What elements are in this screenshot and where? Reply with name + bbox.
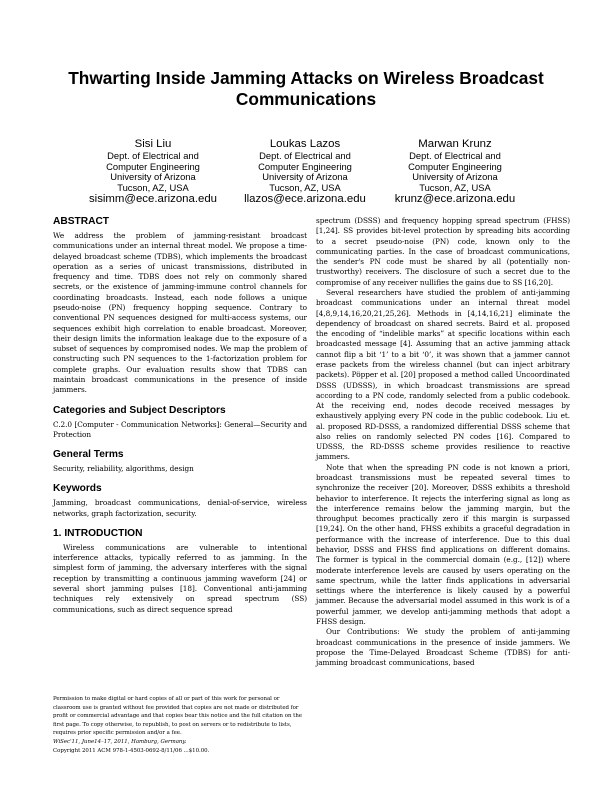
categories-heading: Categories and Subject Descriptors [53,404,226,416]
author-2 [220,138,390,206]
author-dept: Computer Engineering [106,160,200,172]
author-city: Tucson, AZ, USA [269,181,341,193]
body-paragraph: Note that when the spreading PN code is not known a priori, broadcast transmissions must be repeated several times to synchronize the receiver [20]. Moreover, DSSS exhibits a threshold behavior to interference. It rejects the interfering signal as long as the interference remains below the jamming margin, but the throughput becomes practically zero if this margin is surpassed [19,24]. On the other hand, FHSS exhibits a graceful degradation in performance with the increase of interference. Due to this dual behavior, DSSS and FHSS find applications on different domains. The former is typical in the commercial domain (e.g., [12]) where moderate interference levels are caused by users operating on the same spectrum, while the latter finds applications in adversarial settings where the interference is likely caused by a powerful jammer. Because the adversarial model assumed in this work is of a powerful jammer, we develop anti-jamming methods that adopt a FHSS design. [316,462,570,626]
keywords-heading: Keywords [53,483,102,495]
author-univ: University of Arizona [412,171,498,183]
body-paragraph: Our Contributions: We study the problem of anti-jamming broadcast communications in the presence of inside jammers. We propose the Time-Delayed Broadcast Scheme (TDBS) for anti-jamming broadcast communications, based [316,627,570,668]
permission-notice: Permission to make digital or hard copies of all or part of this work for personal or classroom use is granted without fee provided that copies are not made or distributed for profit or commercial advantage and that copies bear this notice and the full citation on the first page. To copy otherwise, to republish, to post on servers or to redistribute to lists, requires prior specific permission and/or a fee. [53,696,302,737]
author-dept: Dept. of Electrical and [409,150,501,161]
author-univ: University of Arizona [110,171,196,183]
author-dept: Dept. of Electrical and [259,150,351,161]
intro-text: Wireless communications are vulnerable to intentional interference attacks, typically referred to as jamming. In the simplest form of jamming, the adversary interferes with the signal reception by transmitting a continuous jamming waveform [24] or several short jamming pulses [18]. Conventional anti-jamming techniques rely extensively on spread spectrum (SS) communications, such as direct sequence spread [53,542,307,614]
general-terms-heading: General Terms [53,449,124,461]
author-name: Sisi Liu [134,138,172,150]
author-name: Loukas Lazos [269,138,341,150]
left-column [53,216,307,615]
paper-title: Thwarting Inside Jamming Attacks on Wireless Broadcast Communications [68,68,544,109]
body-paragraph: spectrum (DSSS) and frequency hopping spread spectrum (FHSS) [1,24]. SS provides bit-level protection by spreading bits according to a secret pseudo-noise (PN) code, known only to the communicating parties. In the case of broadcast communications, the sender's PN code must be shared by all (potentially non-trustworthy) receivers. The disclosure of such a secret due to the compromise of any receiver nullifies the gains due to SS [16,20]. [316,216,570,287]
author-3 [370,138,540,206]
intro-heading: 1. INTRODUCTION [53,527,143,539]
author-1 [68,138,238,206]
abstract-text: We address the problem of jamming-resistant broadcast communications under an internal threat model. We propose a time-delayed broadcast scheme (TDBS), which implements the broadcast operation as a series of unicast transmissions, distributed in frequency and time. TDBS does not rely on commonly shared secrets, or the existence of jamming-immune control channels for coordinating broadcasts. Instead, each node follows a unique pseudo-noise (PN) frequency hopping sequence. Contrary to conventional PN sequences designed for multi-access systems, our sequences exhibit high correlation to enable broadcast. Moreover, their design limits the information leakage due to the exposure of a subset of sequences by compromised nodes. We map the problem of constructing such PN sequences to the 1-factorization problem for complete graphs. Our evaluation results show that TDBS can maintain broadcast communications in the presence of inside jammers. [53,231,307,395]
right-column [316,216,570,668]
copyright-line: Copyright 2011 ACM 978-1-4503-0692-8/11/06 ...$10.00. [53,747,210,754]
conference-line: WiSec'11, June14–17, 2011, Hamburg, Germany. [53,738,187,745]
author-email[interactable]: sisimm@ece.arizona.edu [88,193,218,206]
author-dept: Computer Engineering [408,160,502,172]
categories-text: C.2.0 [Computer - Communication Networks]: General—Security and Protection [53,419,307,439]
abstract-heading: ABSTRACT [53,216,110,227]
body-paragraph: Several researchers have studied the problem of anti-jamming broadcast communications under an internal threat model [4,8,9,14,16,20,21,25,26]. Methods in [4,14,16,21] eliminate the dependency of broadcast on shared secrets. Baird et al. proposed the encoding of “indelible marks” at specific locations within each broadcasted message [4]. Assuming that an active jamming attack cannot flip a bit ‘1’ to a bit ‘0’, it was shown that a jammer cannot erase packets from the wireless channel (but can inject arbitrary packets). Pöpper et al. [20] proposed a method called Uncoordinated DSSS (UDSSS), in which broadcast transmissions are spread according to a PN code, randomly selected from a public codebook. At the receiving end, nodes decode received messages by exhaustively applying every PN code in the public codebook. Liu et. al. proposed RD-DSSS, a randomized differential DSSS scheme that also relies on randomly selected PN codes [16]. Compared to UDSSS, the RD-DSSS scheme provides resilience to reactive jammers. [316,287,570,462]
keywords-text: Jamming, broadcast communications, denial-of-service, wireless networks, graph factorization, security. [53,498,307,518]
author-name: Marwan Krunz [418,138,492,150]
author-email[interactable]: krunz@ece.arizona.edu [394,193,516,206]
author-dept: Dept. of Electrical and [107,150,199,161]
author-email[interactable]: llazos@ece.arizona.edu [244,193,366,206]
author-dept: Computer Engineering [258,160,352,172]
author-city: Tucson, AZ, USA [419,181,491,193]
author-univ: University of Arizona [262,171,348,183]
copyright-block [53,695,307,755]
author-city: Tucson, AZ, USA [117,181,189,193]
general-terms-text: Security, reliability, algorithms, design [53,464,194,474]
